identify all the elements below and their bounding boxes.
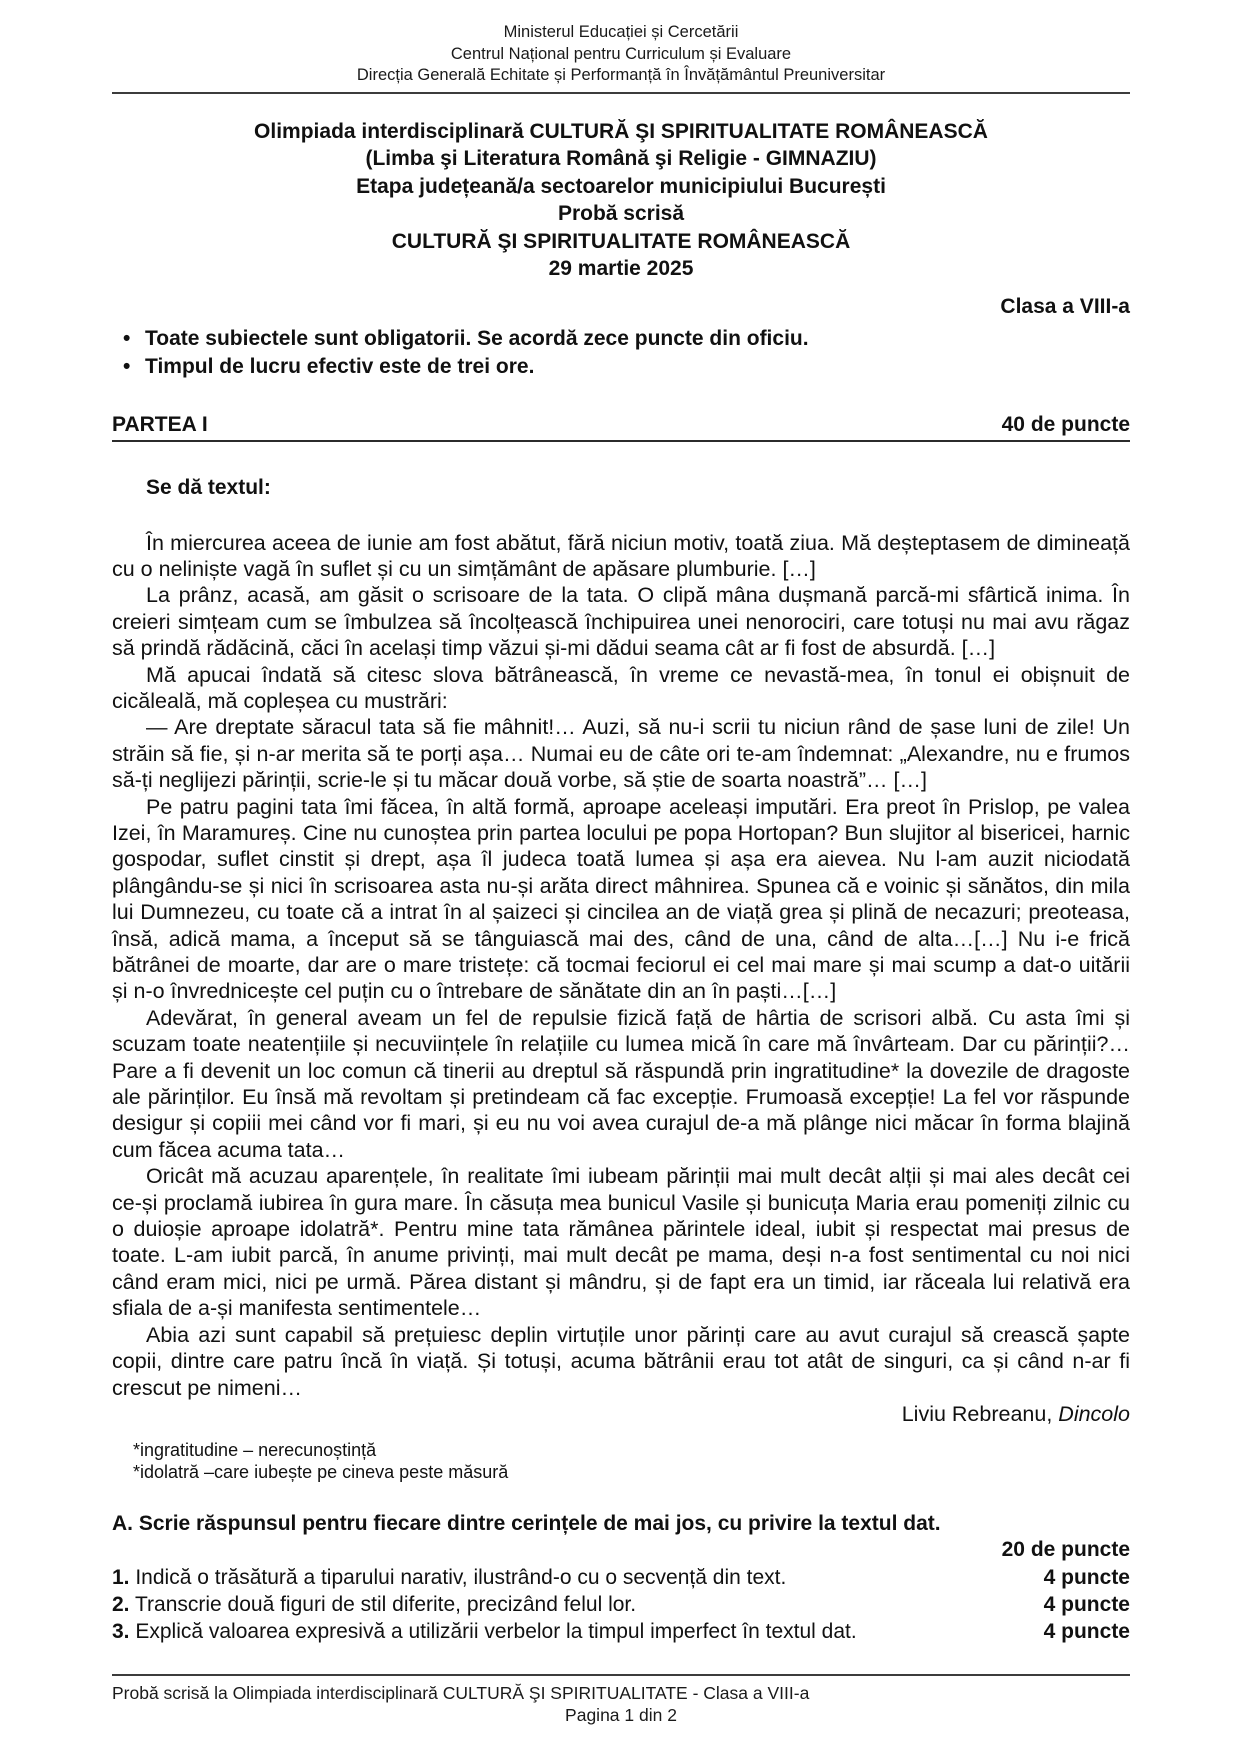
question-text: Indică o trăsătură a tiparului narativ, ilustrând-o cu o secvență din text. bbox=[129, 1565, 787, 1589]
question-line bbox=[112, 1564, 1020, 1591]
class-label: Clasa a VIII-a bbox=[1000, 294, 1130, 318]
text-paragraph: În miercurea aceea de iunie am fost abătut, fără niciun motiv, toată ziua. Mă deșteptasem de dimineață cu o neliniște vagă în suflet și cu un simțământ de apăsare plumburie. […] bbox=[112, 530, 1130, 581]
sectionA-points: 20 de puncte bbox=[1001, 1538, 1130, 1562]
footnote: *ingratitudine – nerecunoștință bbox=[133, 1440, 377, 1461]
title-block bbox=[112, 118, 1130, 283]
part1-points: 40 de puncte bbox=[1001, 412, 1130, 436]
footer-divider bbox=[112, 1674, 1130, 1676]
ministry-header-line: Ministerul Educației și Cercetării bbox=[503, 23, 739, 41]
question-text: Transcrie două figuri de stil diferite, precizând felul lor. bbox=[129, 1592, 637, 1616]
page-number: Pagina 1 din 2 bbox=[565, 1705, 677, 1725]
title-line: 29 martie 2025 bbox=[548, 257, 694, 280]
question-list bbox=[112, 1564, 1130, 1646]
bullet-icon: • bbox=[123, 354, 131, 378]
instruction-item bbox=[112, 353, 1130, 381]
text-paragraph: — Are dreptate săracul tata să fie mâhnit!… Auzi, să nu-i scrii tu niciun rând de șase luni de zile! Un străin să fie, și n-ar merita să te porți așa… Numai eu de câte ori te-am îndemnat: „Alexandre, nu e frumos să-ți neglijezi părinții, scrie-le și tu măcar două vorbe, să știe de soarta noastră”… […] bbox=[112, 715, 1130, 793]
question-line bbox=[112, 1591, 1020, 1618]
ministry-header-line: Direcția Generală Echitate și Performanță în Învățământul Preuniversitar bbox=[356, 66, 886, 84]
question-line bbox=[112, 1618, 1020, 1645]
sectionA-heading: A. Scrie răspunsul pentru fiecare dintre cerințele de mai jos, cu privire la textul dat. bbox=[112, 1511, 941, 1535]
title-line: Etapa județeană/a sectoarelor municipiului București bbox=[356, 174, 886, 198]
attribution bbox=[112, 1401, 1130, 1427]
text-paragraph: Oricât mă acuzau aparențele, în realitate îmi iubeam părinții mai mult decât alții și mai ales decât cei ce-și proclamă iubirea în gura mare. În căsuța mea bunicul Vasile și bunicuța Maria erau pomeniți zilnic cu o duioșie aproape idolatră*. Pentru mine tata rămânea părintele ideal, iubit și respectat mai presus de toate. L-am iubit parcă, în anume privinți, mai mult decât pe mama, deși n-a fost sentimental cu noi nici când eram mici, nici pe urmă. Părea distant și mândru, și de fapt era un timid, iar răceala lui relativă era sfiala de a-și manifesta sentimentele… bbox=[112, 1164, 1130, 1321]
ministry-header-line: Centrul Național pentru Curriculum și Evaluare bbox=[450, 44, 792, 63]
instruction-text: Toate subiectele sunt obligatorii. Se acordă zece puncte din oficiu. bbox=[145, 326, 809, 350]
attribution-author: Liviu Rebreanu, bbox=[901, 1401, 1059, 1426]
title-line: Olimpiada interdisciplinară CULTURĂ ŞI SPIRITUALITATE ROMÂNEASCĂ bbox=[254, 119, 988, 143]
attribution-work: Dincolo bbox=[1058, 1401, 1130, 1426]
page-footer bbox=[112, 1674, 1130, 1726]
text-paragraph: Adevărat, în general aveam un fel de repulsie fizică față de hârtia de scrisori albă. Cu asta îmi și scuzam toate neatențiile și necuviințele în relațiile cu lumea mică în care mă învârteam. Dar cu părinții?… Pare a fi devenit un loc comun că tinerii au dreptul să răspundă prin ingratitudine* la dovezile de dragoste ale părinților. Eu însă mă revoltam și pretindeam că fac excepție. Frumoasă excepție! La fel vor răspunde desigur și copiii mei când vor fi mari, și eu nu voi avea curajul de-a mă plânge nici măcar în forma blajină cum făcea acuma tata… bbox=[112, 1005, 1130, 1162]
title-line: (Limba şi Literatura Română şi Religie - GIMNAZIU) bbox=[365, 147, 877, 170]
text-paragraph: Abia azi sunt capabil să prețuiesc deplin virtuțile unor părinți care au avut curajul să crească șapte copii, dintre care patru încă în viață. Și totuși, acuma bătrânii erau tot atât de singuri, ca și când n-ar fi crescut pe nimeni… bbox=[112, 1322, 1130, 1400]
title-line: Probă scrisă bbox=[557, 202, 685, 225]
question-text: Explică valoarea expresivă a utilizării verbelor la timpul imperfect în textul dat. bbox=[129, 1620, 857, 1644]
text-paragraph: Mă apucai îndată să citesc slova bătrânească, în vreme ce nevastă-mea, în tonul ei obișnuit de cicăleală, mă copleșea cu mustrări: bbox=[112, 662, 1130, 713]
question-points: 4 puncte bbox=[1043, 1565, 1130, 1589]
part1-heading bbox=[112, 413, 1130, 442]
question-number: 2. bbox=[112, 1592, 130, 1616]
title-line: CULTURĂ ŞI SPIRITUALITATE ROMÂNEASCĂ bbox=[391, 229, 851, 253]
question-item bbox=[112, 1618, 1130, 1645]
footer-text: Probă scrisă la Olimpiada interdisciplinară CULTURĂ ŞI SPIRITUALITATE - Clasa a VIII-a bbox=[112, 1683, 810, 1703]
source-text bbox=[112, 530, 1130, 1401]
question-item bbox=[112, 1564, 1130, 1591]
text-paragraph: Pe patru pagini tata îmi făcea, în altă formă, aproape aceleași imputări. Era preot în Prislop, pe valea Izei, în Maramureș. Cine nu cunoștea prin partea locului pe popa Hortopan? Bun slujitor al bisericei, harnic gospodar, suflet cinstit și drept, așa îl judeca toată lumea și așa era aievea. Nu l-am auzit niciodată plângându-se și nici în scrisoarea asta nu-și arăta direct mâhnirea. Spunea că e voinic și sănătos, din mila lui Dumnezeu, cu toate că a intrat în al șaizeci și cincilea an de viață grea și plină de necazuri; preoteasa, însă, adică mama, a început să se tânguiască mai des, când de una, când de alta…[…] Nu i-e frică bătrânei de moarte, dar are o mare tristețe: că tocmai feciorul ei cel mai mare și mai scump a dat-o uitării și n-o învrednicește cel puțin cu o întrebare de sănătate din an în paști…[…] bbox=[112, 794, 1130, 1004]
instruction-item bbox=[112, 325, 1130, 353]
question-item bbox=[112, 1591, 1130, 1618]
text-paragraph: La prânz, acasă, am găsit o scrisoare de la tata. O clipă mâna dușmană parcă-mi sfârtică inima. În creieri simțeam cum se îmbulzea să încolțească închipuirea unei nenorociri, care totuși nu mai avu răgaz să prindă rădăcină, căci în același timp văzui și-mi dădui seama cât ar fi fost de absurdă. […] bbox=[112, 583, 1130, 661]
question-number: 1. bbox=[112, 1565, 130, 1589]
text-intro: Se dă textul: bbox=[146, 475, 271, 499]
footnote: *idolatră –care iubește pe cineva peste măsură bbox=[133, 1462, 509, 1483]
footnotes bbox=[133, 1440, 1130, 1484]
question-number: 3. bbox=[112, 1620, 130, 1644]
ministry-header bbox=[112, 22, 1130, 87]
part1-title: PARTEA I bbox=[112, 412, 208, 436]
bullet-icon: • bbox=[123, 326, 131, 350]
header-divider bbox=[112, 92, 1130, 94]
question-points: 4 puncte bbox=[1043, 1592, 1130, 1616]
instructions-list bbox=[112, 325, 1130, 381]
instruction-text: Timpul de lucru efectiv este de trei ore. bbox=[145, 354, 535, 378]
question-points: 4 puncte bbox=[1043, 1620, 1130, 1644]
